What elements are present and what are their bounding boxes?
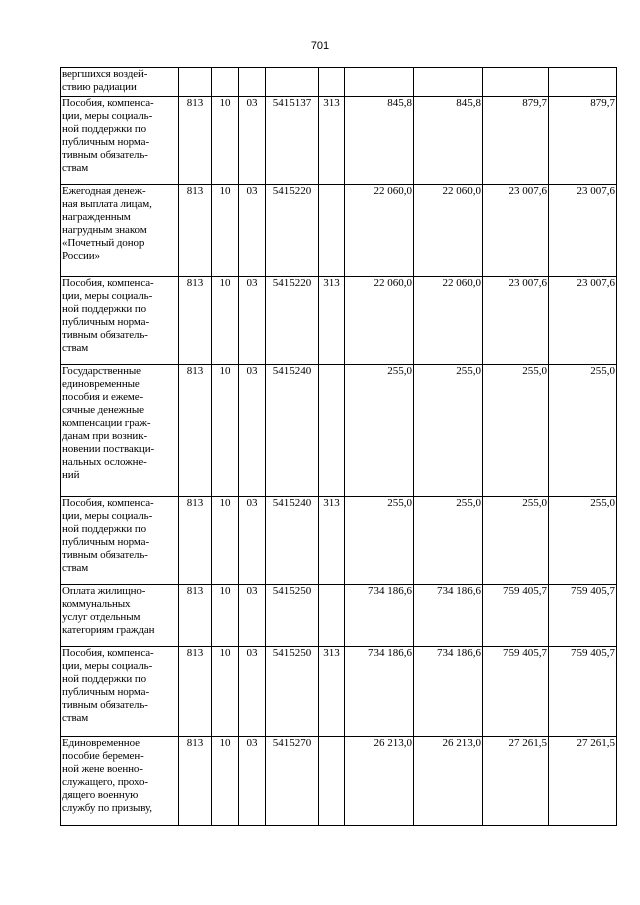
table-row: [61, 737, 617, 826]
ministry-code: 813: [179, 497, 212, 585]
target-code: 5415250: [266, 585, 319, 647]
row-name: Пособия, компенса- ции, меры социаль- ной поддержки по публичным норма- тивным обязатель- ствам: [61, 277, 179, 365]
value-1: 845,8: [345, 97, 414, 185]
table-row: [61, 97, 617, 185]
section-code: 10: [212, 97, 239, 185]
value-2: 26 213,0: [414, 737, 483, 826]
value-4: 759 405,7: [549, 585, 617, 647]
value-4: 255,0: [549, 365, 617, 497]
target-code: 5415240: [266, 365, 319, 497]
section-code: 10: [212, 737, 239, 826]
table-row: [61, 497, 617, 585]
subsection-code: 03: [239, 585, 266, 647]
value-3: 759 405,7: [483, 647, 549, 737]
subsection-code: [239, 68, 266, 97]
table-row: [61, 68, 617, 97]
value-2: 255,0: [414, 365, 483, 497]
subsection-code: 03: [239, 647, 266, 737]
ministry-code: 813: [179, 185, 212, 277]
value-1: 26 213,0: [345, 737, 414, 826]
table-row: [61, 647, 617, 737]
value-3: 27 261,5: [483, 737, 549, 826]
section-code: 10: [212, 647, 239, 737]
row-name: Государственные единовременные пособия и ежеме- сячные денежные компенсации граж- данам при возник- новении поствакци- нальных осложне- ний: [61, 365, 179, 497]
row-name: Пособия, компенса- ции, меры социаль- ной поддержки по публичным норма- тивным обязатель- ствам: [61, 647, 179, 737]
row-name: Пособия, компенса- ции, меры социаль- ной поддержки по публичным норма- тивным обязатель- ствам: [61, 97, 179, 185]
value-2: 255,0: [414, 497, 483, 585]
value-3: 23 007,6: [483, 185, 549, 277]
subsection-code: 03: [239, 277, 266, 365]
table-row: [61, 277, 617, 365]
value-3: 255,0: [483, 365, 549, 497]
value-1: 734 186,6: [345, 647, 414, 737]
expense-type-code: [319, 585, 345, 647]
ministry-code: 813: [179, 277, 212, 365]
target-code: 5415220: [266, 277, 319, 365]
page-number: 701: [310, 40, 330, 52]
value-4: 759 405,7: [549, 647, 617, 737]
subsection-code: 03: [239, 737, 266, 826]
row-name: вергшихся воздей- ствию радиации: [61, 68, 179, 97]
row-name: Оплата жилищно- коммунальных услуг отдельным категориям граждан: [61, 585, 179, 647]
section-code: 10: [212, 585, 239, 647]
table-row: [61, 185, 617, 277]
value-4: [549, 68, 617, 97]
value-1: 734 186,6: [345, 585, 414, 647]
expense-type-code: [319, 365, 345, 497]
value-1: 22 060,0: [345, 277, 414, 365]
value-3: 23 007,6: [483, 277, 549, 365]
value-1: 255,0: [345, 365, 414, 497]
target-code: 5415137: [266, 97, 319, 185]
value-4: 27 261,5: [549, 737, 617, 826]
target-code: 5415270: [266, 737, 319, 826]
value-2: 845,8: [414, 97, 483, 185]
value-2: [414, 68, 483, 97]
section-code: 10: [212, 497, 239, 585]
ministry-code: [179, 68, 212, 97]
expense-type-code: [319, 737, 345, 826]
ministry-code: 813: [179, 97, 212, 185]
budget-table: [60, 67, 617, 826]
row-name: Ежегодная денеж- ная выплата лицам, награжденным нагрудным знаком «Почетный донор России»: [61, 185, 179, 277]
target-code: 5415220: [266, 185, 319, 277]
target-code: 5415240: [266, 497, 319, 585]
section-code: [212, 68, 239, 97]
table-row: [61, 365, 617, 497]
ministry-code: 813: [179, 647, 212, 737]
table-row: [61, 585, 617, 647]
section-code: 10: [212, 185, 239, 277]
value-3: 879,7: [483, 97, 549, 185]
value-1: 255,0: [345, 497, 414, 585]
value-1: [345, 68, 414, 97]
value-4: 879,7: [549, 97, 617, 185]
section-code: 10: [212, 277, 239, 365]
section-code: 10: [212, 365, 239, 497]
expense-type-code: 313: [319, 97, 345, 185]
expense-type-code: [319, 185, 345, 277]
expense-type-code: [319, 68, 345, 97]
value-4: 255,0: [549, 497, 617, 585]
subsection-code: 03: [239, 365, 266, 497]
value-2: 22 060,0: [414, 277, 483, 365]
value-2: 734 186,6: [414, 585, 483, 647]
ministry-code: 813: [179, 737, 212, 826]
expense-type-code: 313: [319, 647, 345, 737]
row-name: Единовременное пособие беремен- ной жене военно- служащего, прохо- дящего военную службу по призыву,: [61, 737, 179, 826]
ministry-code: 813: [179, 585, 212, 647]
expense-type-code: 313: [319, 277, 345, 365]
row-name: Пособия, компенса- ции, меры социаль- ной поддержки по публичным норма- тивным обязатель- ствам: [61, 497, 179, 585]
target-code: 5415250: [266, 647, 319, 737]
expense-type-code: 313: [319, 497, 345, 585]
ministry-code: 813: [179, 365, 212, 497]
value-1: 22 060,0: [345, 185, 414, 277]
value-3: 759 405,7: [483, 585, 549, 647]
value-4: 23 007,6: [549, 185, 617, 277]
value-3: [483, 68, 549, 97]
value-3: 255,0: [483, 497, 549, 585]
target-code: [266, 68, 319, 97]
subsection-code: 03: [239, 97, 266, 185]
subsection-code: 03: [239, 185, 266, 277]
subsection-code: 03: [239, 497, 266, 585]
value-2: 22 060,0: [414, 185, 483, 277]
value-2: 734 186,6: [414, 647, 483, 737]
value-4: 23 007,6: [549, 277, 617, 365]
